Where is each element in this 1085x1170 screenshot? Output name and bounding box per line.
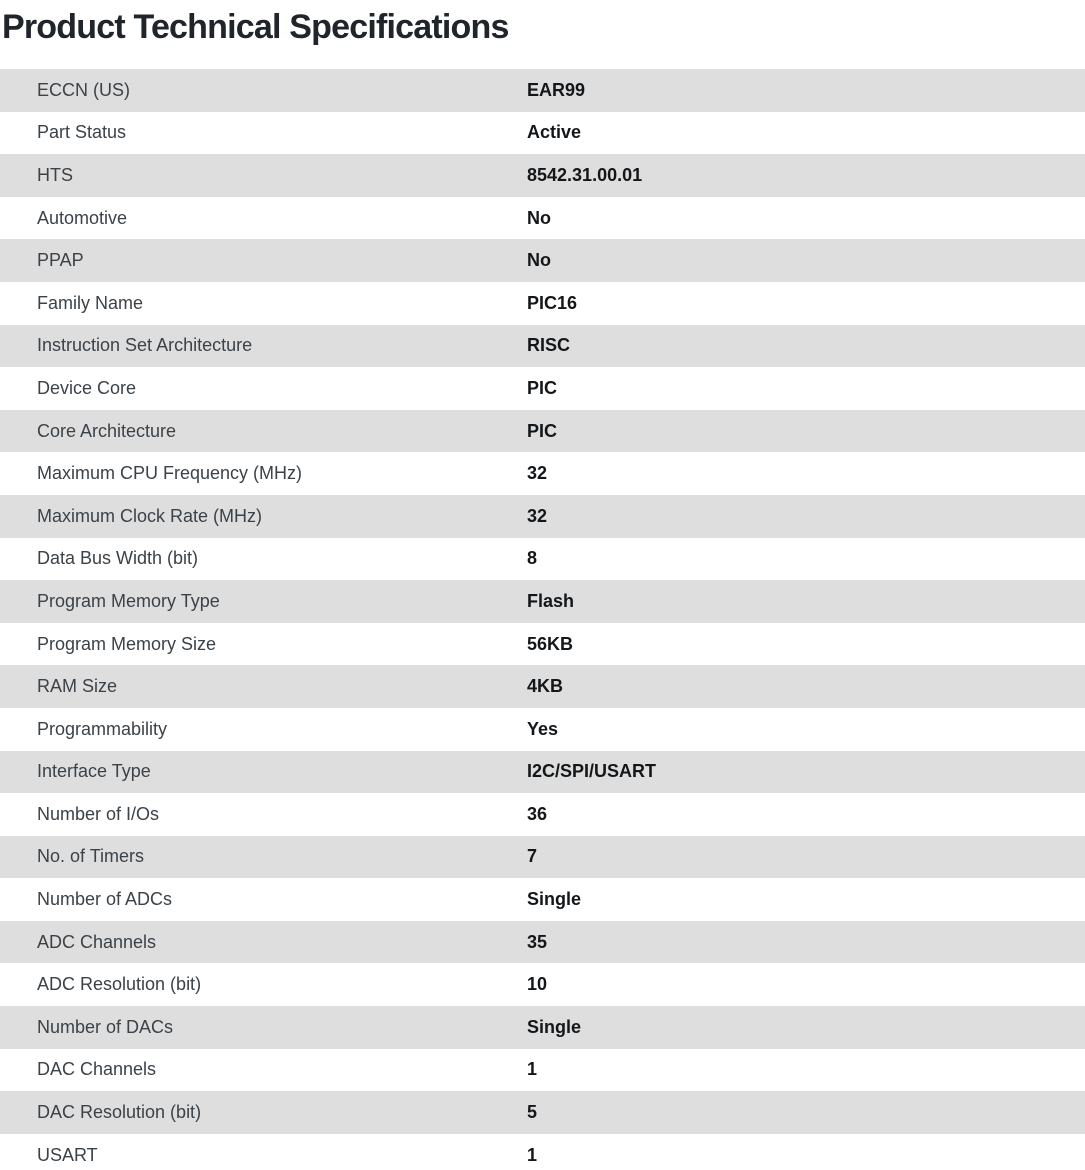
spec-value: 5 [527, 1102, 538, 1123]
table-row [0, 751, 1085, 794]
table-row [0, 1091, 1085, 1134]
spec-value: 1 [527, 1059, 538, 1080]
spec-value: No [527, 250, 551, 271]
table-row [0, 282, 1085, 325]
spec-value: RISC [527, 335, 571, 356]
table-row [0, 1049, 1085, 1092]
table-row [0, 921, 1085, 964]
spec-value: 4KB [527, 676, 564, 697]
spec-value: 7 [527, 846, 538, 867]
spec-label: Interface Type [37, 761, 151, 782]
table-row [0, 963, 1085, 1006]
spec-label: Core Architecture [37, 420, 177, 441]
spec-value: I2C/SPI/USART [527, 761, 657, 782]
spec-value: 10 [527, 974, 548, 995]
spec-label: RAM Size [37, 676, 118, 697]
spec-table [0, 69, 1085, 1170]
spec-value: PIC [527, 420, 558, 441]
spec-label: DAC Resolution (bit) [37, 1102, 202, 1123]
table-row [0, 1134, 1085, 1170]
spec-label: Instruction Set Architecture [37, 335, 253, 356]
spec-value: Flash [527, 590, 575, 611]
spec-value: Single [527, 889, 582, 910]
table-row [0, 580, 1085, 623]
spec-label: USART [37, 1144, 98, 1165]
table-row [0, 623, 1085, 666]
spec-label: Maximum Clock Rate (MHz) [37, 505, 263, 526]
table-row [0, 836, 1085, 879]
spec-label: Automotive [37, 207, 128, 228]
table-row [0, 112, 1085, 155]
table-row [0, 197, 1085, 240]
spec-label: Programmability [37, 718, 168, 739]
spec-label: HTS [37, 164, 73, 185]
spec-label: ADC Resolution (bit) [37, 974, 202, 995]
spec-value: Single [527, 1016, 582, 1037]
table-row [0, 325, 1085, 368]
table-row [0, 793, 1085, 836]
spec-value: 35 [527, 931, 548, 952]
spec-label: Family Name [37, 292, 144, 313]
table-row [0, 239, 1085, 282]
spec-value: Yes [527, 718, 559, 739]
table-row [0, 878, 1085, 921]
page-title: Product Technical Specifications [2, 8, 509, 46]
spec-value: PIC [527, 377, 558, 398]
spec-label: ADC Channels [37, 931, 157, 952]
spec-value: 32 [527, 463, 548, 484]
spec-value: EAR99 [527, 79, 586, 100]
spec-value: 1 [527, 1144, 538, 1165]
spec-value: PIC16 [527, 292, 578, 313]
table-row [0, 452, 1085, 495]
table-row [0, 538, 1085, 581]
spec-label: Number of DACs [37, 1016, 174, 1037]
spec-value: 32 [527, 505, 548, 526]
spec-label: DAC Channels [37, 1059, 157, 1080]
spec-label: No. of Timers [37, 846, 145, 867]
table-row [0, 410, 1085, 453]
spec-label: Program Memory Size [37, 633, 217, 654]
spec-value: Active [527, 122, 582, 143]
table-row [0, 495, 1085, 538]
spec-value: 36 [527, 803, 548, 824]
spec-label: Number of ADCs [37, 889, 173, 910]
spec-value: 8 [527, 548, 538, 569]
spec-label: Number of I/Os [37, 803, 160, 824]
spec-label: Device Core [37, 377, 137, 398]
table-row [0, 708, 1085, 751]
spec-value: 8542.31.00.01 [527, 164, 643, 185]
spec-value: 56KB [527, 633, 574, 654]
spec-label: ECCN (US) [37, 79, 130, 100]
spec-label: Data Bus Width (bit) [37, 548, 199, 569]
table-row [0, 1006, 1085, 1049]
spec-label: PPAP [37, 250, 84, 271]
spec-label: Part Status [37, 122, 127, 143]
table-row [0, 665, 1085, 708]
spec-label: Maximum CPU Frequency (MHz) [37, 463, 303, 484]
table-row [0, 69, 1085, 112]
table-row [0, 154, 1085, 197]
spec-label: Program Memory Type [37, 590, 220, 611]
spec-value: No [527, 207, 551, 228]
table-row [0, 367, 1085, 410]
